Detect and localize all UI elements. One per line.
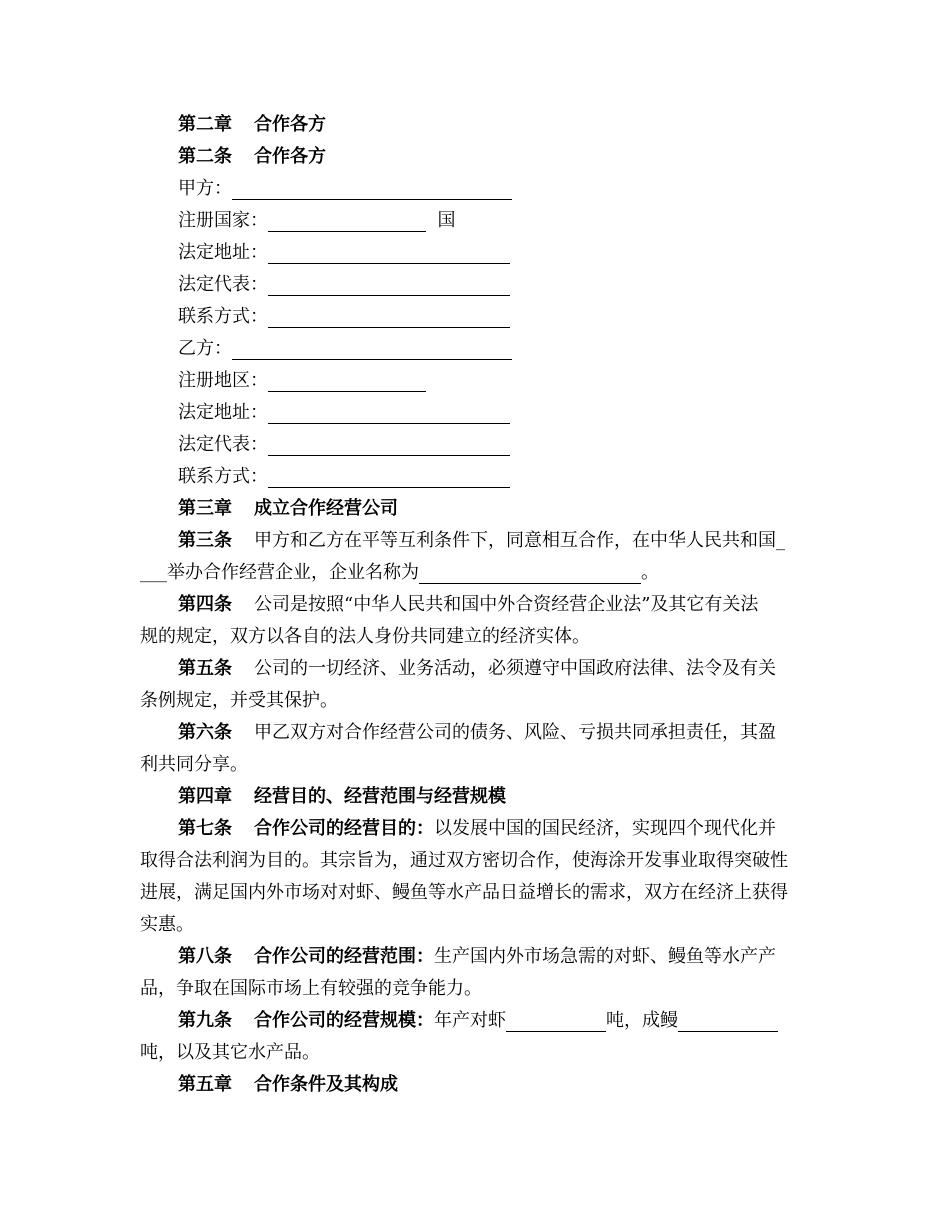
article-text: 吨，成鳗	[606, 1010, 678, 1031]
party-b-rep-blank[interactable]	[268, 431, 510, 456]
article-number: 第五条	[178, 658, 232, 679]
field-label: 注册国家：	[178, 210, 268, 231]
field-label: 法定代表：	[178, 274, 268, 295]
party-a-contact-row	[140, 301, 815, 333]
article-text: 甲乙双方对合作经营公司的债务、风险、亏损共同承担责任，其盈	[254, 722, 776, 743]
field-label: 联系方式：	[178, 306, 268, 327]
article-text: 吨，以及其它水产品。	[140, 1042, 320, 1063]
article-number: 第三条	[178, 530, 232, 551]
article-text: 取得合法利润为目的。其宗旨为，通过双方密切合作，使海涂开发事业取得突破性	[140, 850, 788, 871]
field-label: 乙方：	[178, 338, 232, 359]
party-b-name-blank[interactable]	[232, 335, 512, 360]
article-text: 利共同分享。	[140, 754, 248, 775]
party-a-country-row	[140, 205, 815, 237]
chapter-number: 第五章	[178, 1074, 232, 1095]
chapter-3-heading	[140, 493, 815, 525]
article-3	[140, 525, 815, 589]
field-label: 注册地区：	[178, 370, 268, 391]
field-label: 法定地址：	[178, 402, 268, 423]
article-title: 合作各方	[254, 146, 326, 167]
field-label: 法定代表：	[178, 434, 268, 455]
article-text: 品，争取在国际市场上有较强的竞争能力。	[140, 978, 482, 999]
article-text: 公司的一切经济、业务活动，必须遵守中国政府法律、法令及有关	[254, 658, 776, 679]
party-a-name-row	[140, 173, 815, 205]
article-8	[140, 941, 815, 1005]
country-suffix: 国	[437, 210, 456, 231]
chapter-2-heading	[140, 109, 815, 141]
party-a-address-row	[140, 237, 815, 269]
field-label: 法定地址：	[178, 242, 268, 263]
party-a-rep-row	[140, 269, 815, 301]
article-9	[140, 1005, 815, 1069]
period: 。	[641, 562, 659, 583]
party-a-contact-blank[interactable]	[268, 303, 510, 328]
chapter-title: 成立合作经营公司	[254, 498, 398, 519]
article-text: ___举办合作经营企业，企业名称为	[140, 562, 419, 583]
article-number: 第九条	[178, 1010, 232, 1031]
article-6	[140, 717, 815, 781]
party-b-contact-blank[interactable]	[268, 463, 510, 488]
party-a-country-blank[interactable]	[268, 207, 426, 232]
party-a-name-blank[interactable]	[232, 175, 512, 200]
company-name-blank[interactable]	[419, 559, 641, 584]
party-a-rep-blank[interactable]	[268, 271, 510, 296]
field-label: 甲方：	[178, 178, 232, 199]
article-heading: 合作公司的经营规模：	[254, 1010, 434, 1031]
contract-body	[140, 109, 815, 1101]
article-text: 实惠。	[140, 914, 194, 935]
chapter-number: 第四章	[178, 786, 232, 807]
field-label: 联系方式：	[178, 466, 268, 487]
chapter-5-heading	[140, 1069, 815, 1101]
party-a-address-blank[interactable]	[268, 239, 510, 264]
article-7	[140, 813, 815, 941]
article-number: 第二条	[178, 146, 232, 167]
article-text: 年产对虾	[434, 1010, 506, 1031]
article-number: 第七条	[178, 818, 232, 839]
article-2-heading	[140, 141, 815, 173]
article-number: 第八条	[178, 946, 232, 967]
article-number: 第六条	[178, 722, 232, 743]
article-text: 公司是按照“中华人民共和国中外合资经营企业法”及其它有关法	[254, 594, 759, 615]
article-4	[140, 589, 815, 653]
party-b-rep-row	[140, 429, 815, 461]
party-b-region-blank[interactable]	[268, 367, 426, 392]
party-b-region-row	[140, 365, 815, 397]
article-number: 第四条	[178, 594, 232, 615]
article-text: 进展，满足国内外市场对对虾、鳗鱼等水产品日益增长的需求，双方在经济上获得	[140, 882, 788, 903]
chapter-4-heading	[140, 781, 815, 813]
party-b-address-row	[140, 397, 815, 429]
party-b-contact-row	[140, 461, 815, 493]
party-b-address-blank[interactable]	[268, 399, 510, 424]
chapter-number: 第三章	[178, 498, 232, 519]
article-text: 生产国内外市场急需的对虾、鳗鱼等水产产	[434, 946, 776, 967]
article-5	[140, 653, 815, 717]
article-heading: 合作公司的经营范围：	[254, 946, 434, 967]
eel-output-blank[interactable]	[678, 1007, 778, 1032]
article-text: 甲方和乙方在平等互利条件下，同意相互合作，在中华人民共和国_	[254, 530, 785, 551]
article-text: 条例规定，并受其保护。	[140, 690, 338, 711]
article-heading: 合作公司的经营目的：	[254, 818, 434, 839]
party-b-name-row	[140, 333, 815, 365]
shrimp-output-blank[interactable]	[506, 1007, 606, 1032]
article-text: 以发展中国的国民经济，实现四个现代化并	[434, 818, 776, 839]
chapter-number: 第二章	[178, 114, 232, 135]
chapter-title: 合作各方	[254, 114, 326, 135]
article-text: 规的规定，双方以各自的法人身份共同建立的经济实体。	[140, 626, 590, 647]
chapter-title: 合作条件及其构成	[254, 1074, 398, 1095]
chapter-title: 经营目的、经营范围与经营规模	[254, 786, 506, 807]
